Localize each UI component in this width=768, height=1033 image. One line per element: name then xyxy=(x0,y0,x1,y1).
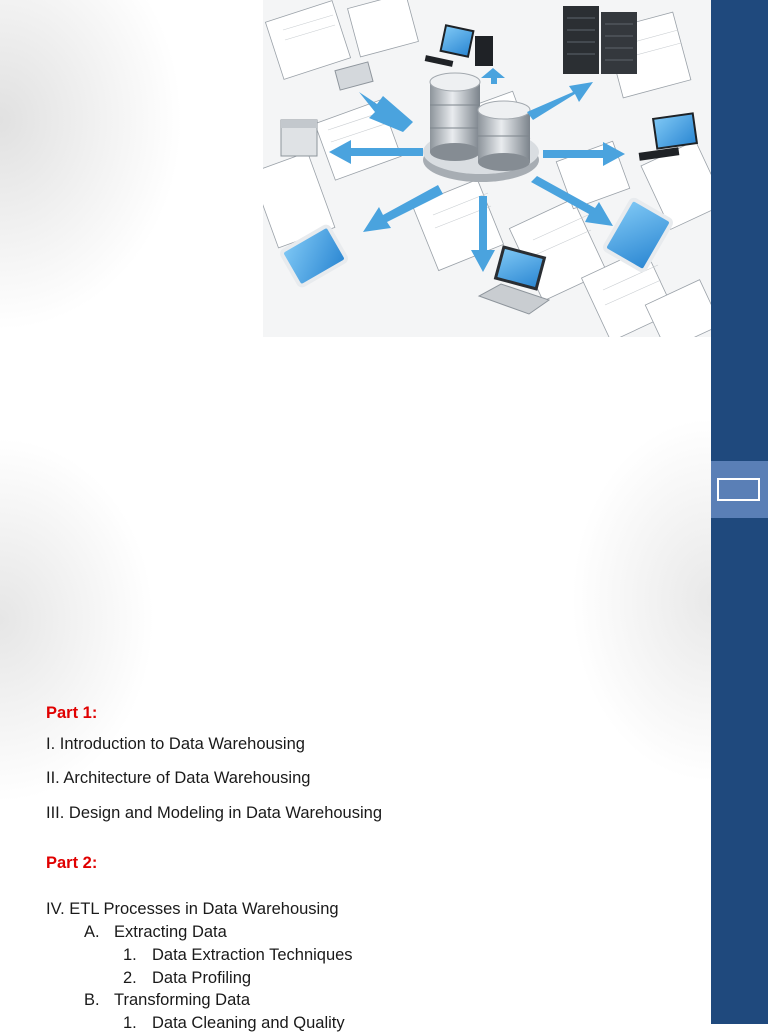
database-cylinder-icon xyxy=(430,73,480,161)
item-label: Data Extraction Techniques xyxy=(152,946,353,964)
outline-item: I. Introduction to Data Warehousing xyxy=(46,735,305,753)
data-warehouse-illustration xyxy=(263,0,711,337)
sidebar-outline-box xyxy=(717,478,760,501)
item-marker: 1. xyxy=(123,946,137,964)
outline-item: II. Architecture of Data Warehousing xyxy=(46,769,311,787)
section-label: Transforming Data xyxy=(114,991,251,1009)
item-label: Data Profiling xyxy=(152,969,252,987)
item-label: Data Cleaning and Quality xyxy=(152,1014,345,1032)
sidebar-highlight-band xyxy=(711,461,768,518)
section-label: Extracting Data xyxy=(114,923,227,941)
server-rack-icon xyxy=(563,6,637,74)
item-marker: 1. xyxy=(123,1014,137,1032)
section-marker: B. xyxy=(84,991,100,1009)
outline-heading: IV. ETL Processes in Data Warehousing xyxy=(46,900,339,918)
sidebar-accent-bar xyxy=(711,0,768,1024)
section-marker: A. xyxy=(84,923,100,941)
desktop-computer-icon xyxy=(425,25,493,66)
item-marker: 2. xyxy=(123,969,137,987)
part2-label: Part 2: xyxy=(46,854,98,872)
outline-item: III. Design and Modeling in Data Warehousing xyxy=(46,804,382,822)
database-cylinder-icon xyxy=(478,101,530,171)
part1-label: Part 1: xyxy=(46,704,98,722)
